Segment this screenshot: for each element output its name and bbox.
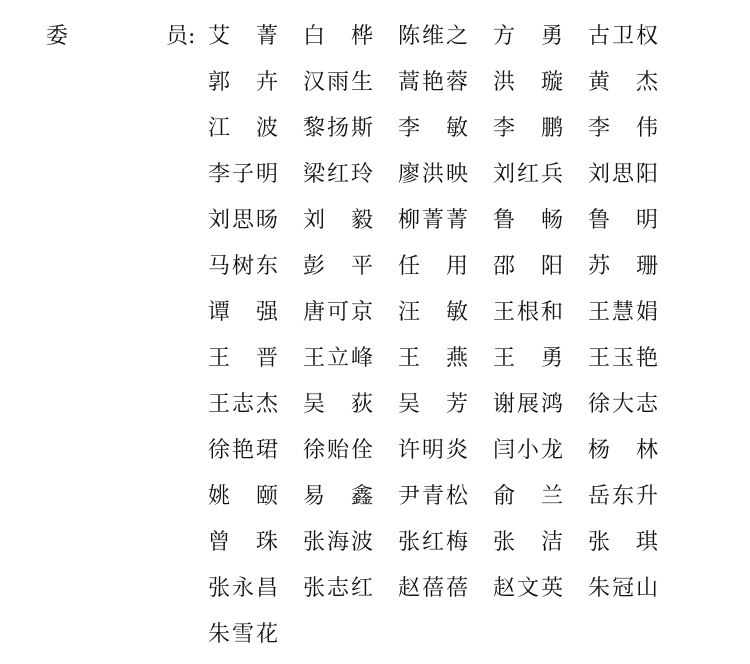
member-name: 姚 颐 [208,484,278,509]
member-name: 张 志 红 [303,576,373,601]
member-name: 洪 璇 [493,70,563,95]
member-name: 张 海 波 [303,530,373,555]
member-name: 李 鹏 [493,116,563,141]
member-name: 李 子 明 [208,162,278,187]
member-name: 汉 雨 生 [303,70,373,95]
member-name: 吴 芳 [398,392,468,417]
member-name: 邵 阳 [493,254,563,279]
member-names-grid [208,20,683,664]
member-name: 徐 大 志 [588,392,658,417]
role-label [46,20,206,54]
member-name: 郭 卉 [208,70,278,95]
member-name: 鲁 畅 [493,208,563,233]
member-name: 王 燕 [398,346,468,371]
member-name: 任 用 [398,254,468,279]
member-name: 朱 雪 花 [208,622,278,647]
member-name: 张 红 梅 [398,530,468,555]
member-name: 吴 荻 [303,392,373,417]
member-name: 苏 珊 [588,254,658,279]
member-name: 陈 维 之 [398,24,468,49]
member-name: 梁 红 玲 [303,162,373,187]
member-name: 李 敏 [398,116,468,141]
member-name: 江 波 [208,116,278,141]
member-name: 徐 贻 佺 [303,438,373,463]
member-name: 蒿 艳 蓉 [398,70,468,95]
member-name: 徐 艳 珺 [208,438,278,463]
member-name: 赵 文 英 [493,576,563,601]
member-name: 张 永 昌 [208,576,278,601]
member-name: 刘 思 旸 [208,208,278,233]
member-name: 许 明 炎 [398,438,468,463]
member-name: 廖 洪 映 [398,162,468,187]
member-name: 古 卫 权 [588,24,658,49]
member-name: 朱 冠 山 [588,576,658,601]
member-name: 鲁 明 [588,208,658,233]
member-name: 艾 菁 [208,24,278,49]
member-name: 汪 敏 [398,300,468,325]
role-label-first-char: 委 [46,24,69,49]
member-name: 刘 红 兵 [493,162,563,187]
member-name: 方 勇 [493,24,563,49]
member-name: 闫 小 龙 [493,438,563,463]
member-name: 黎 扬 斯 [303,116,373,141]
member-name: 尹 青 松 [398,484,468,509]
member-name: 彭 平 [303,254,373,279]
member-name: 唐 可 京 [303,300,373,325]
member-name: 张 琪 [588,530,658,555]
member-name: 王 玉 艳 [588,346,658,371]
member-name: 曾 珠 [208,530,278,555]
member-name: 白 桦 [303,24,373,49]
member-name: 柳 菁 菁 [398,208,468,233]
member-name: 王 晋 [208,346,278,371]
member-name: 刘 毅 [303,208,373,233]
member-name: 马 树 东 [208,254,278,279]
member-name: 王 慧 娟 [588,300,658,325]
member-name: 黄 杰 [588,70,658,95]
member-name: 谢 展 鸿 [493,392,563,417]
member-name: 王 根 和 [493,300,563,325]
member-name: 俞 兰 [493,484,563,509]
member-name: 张 洁 [493,530,563,555]
member-name: 易 鑫 [303,484,373,509]
member-name: 谭 强 [208,300,278,325]
role-label-second-char: 员: [166,24,196,49]
member-name: 王 立 峰 [303,346,373,371]
member-name: 赵 蓓 蓓 [398,576,468,601]
member-name: 刘 思 阳 [588,162,658,187]
member-name: 王 志 杰 [208,392,278,417]
member-name: 王 勇 [493,346,563,371]
member-name: 杨 林 [588,438,658,463]
member-name: 岳 东 升 [588,484,658,509]
member-name: 李 伟 [588,116,658,141]
